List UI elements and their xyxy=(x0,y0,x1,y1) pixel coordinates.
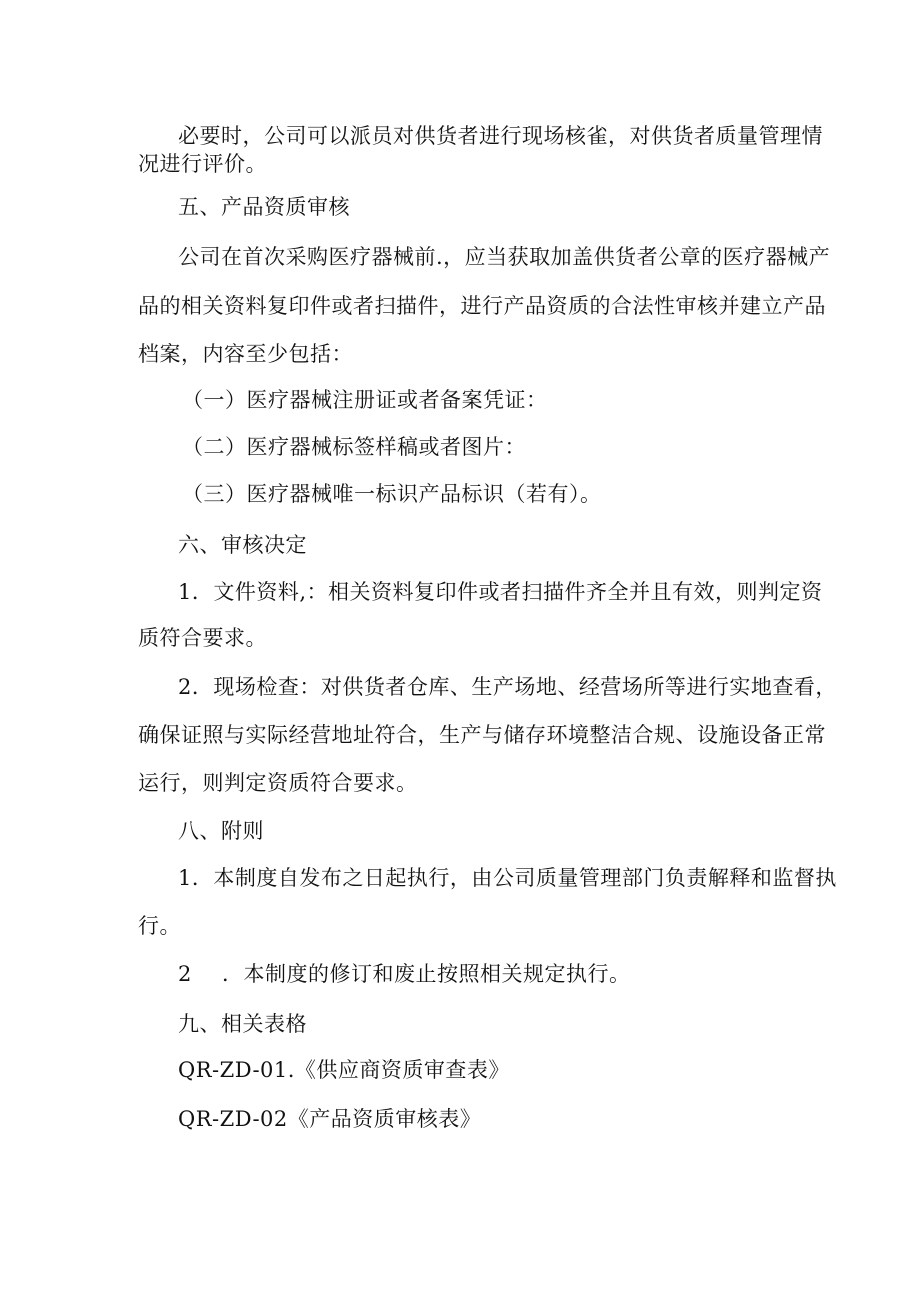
section-heading: 五、产品资质审核 xyxy=(178,195,350,219)
paragraph-line: 公司在首次采购医疗器械前.，应当获取加盖供货者公章的医疗器械产 xyxy=(178,245,831,269)
paragraph-line: 必要时，公司可以派员对供货者进行现场核雀，对供货者质量管理情 xyxy=(178,124,823,148)
paragraph-line: 品的相关资料复印件或者扫描件，进行产品资质的合法性审核并建立产品 xyxy=(138,294,826,318)
paragraph-line: 况进行评价。 xyxy=(138,152,267,176)
section-heading: 九、相关表格 xyxy=(178,1012,307,1036)
paragraph-line: 1．本制度自发布之日起执行，由公司质量管理部门负责解释和监督执 xyxy=(178,866,837,890)
section-heading: 六、审核决定 xyxy=(178,533,307,557)
paragraph-line: 质符合要求。 xyxy=(138,626,267,650)
paragraph-line: ．本制度的修订和废止按照相关规定执行。 xyxy=(222,962,631,986)
form-reference: QR-ZD-01.《供应商资质审查表》 xyxy=(178,1058,510,1082)
list-item: （二）医疗器械标签样稿或者图片： xyxy=(182,435,526,459)
form-reference: QR-ZD-02《产品资质审核表》 xyxy=(178,1107,482,1131)
list-item: （三）医疗器械唯一标识产品标识（若有）。 xyxy=(182,482,602,506)
paragraph-line: 行。 xyxy=(138,914,181,938)
paragraph-line: 档案，内容至少包括： xyxy=(138,342,353,366)
paragraph-line: 2．现场检查：对供货者仓库、生产场地、经营场所等进行实地查看， xyxy=(178,675,837,699)
section-heading: 八、附则 xyxy=(178,819,264,843)
paragraph-line: 确保证照与实际经营地址符合，生产与储存环境整洁合规、设施设备正常 xyxy=(138,723,826,747)
list-item: （一）医疗器械注册证或者备案凭证： xyxy=(182,388,548,412)
paragraph-line: 1．文件资料,：相关资料复印件或者扫描件齐全并且有效，则判定资 xyxy=(178,580,823,604)
list-number: 2 xyxy=(178,962,192,986)
paragraph-line: 运行，则判定资质符合要求。 xyxy=(138,771,418,795)
